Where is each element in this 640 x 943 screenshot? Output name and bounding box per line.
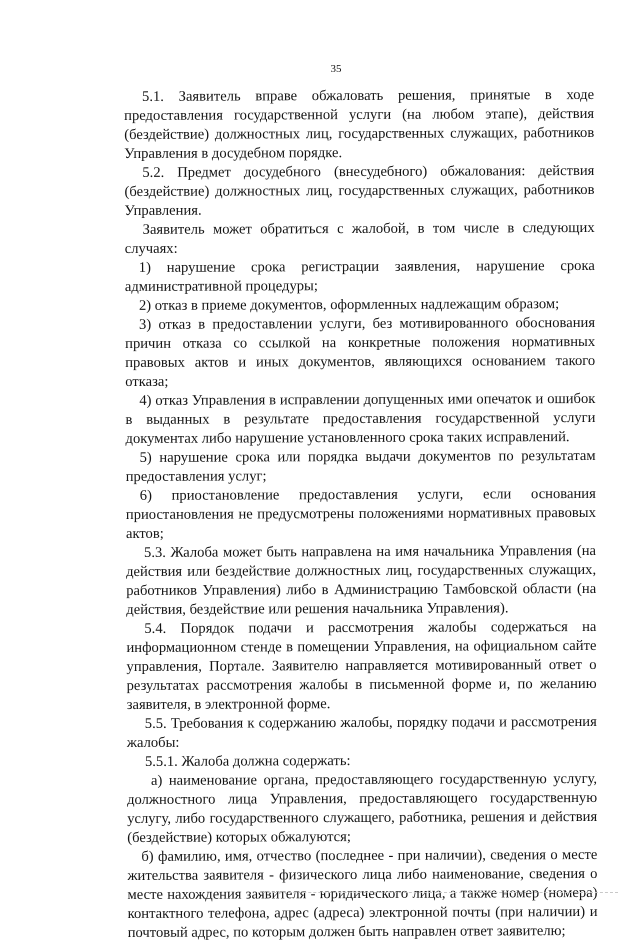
paragraph-5-2: 5.2. Предмет досудебного (внесудебного) обжалования: действия (бездействие) должностных лиц, государственных служащих, работников Управления.: [124, 162, 595, 219]
list-item-5: 5) нарушение срока или порядка выдачи документов по результатам предоставления услуг;: [125, 447, 596, 485]
scan-artifact-line: [258, 892, 618, 893]
list-item-b: б) фамилию, имя, отчество (последнее - при наличии), сведения о месте жительства заявителя - физического лица либо наименование, сведения о месте нахождения заявителя - юридического лица, а также номер (номера) контактного телефона, адрес (адреса) электронной почты (при наличии) и почтовый адрес, по которым должен быть направлен ответ заявителю;: [127, 846, 598, 941]
list-item-1: 1) нарушение срока регистрации заявления, нарушение срока административной процедуры;: [124, 257, 595, 295]
list-item-2: 2) отказ в приеме документов, оформленных надлежащим образом;: [138, 296, 560, 314]
paragraph-cases-intro: Заявитель может обратиться с жалобой, в том числе в следующих случаях:: [124, 219, 595, 257]
paragraph-5-5: 5.5. Требования к содержанию жалобы, порядку подачи и рассмотрения жалобы:: [126, 713, 597, 751]
paragraph-5-3: 5.3. Жалоба может быть направлена на имя начальника Управления (на действия или бездействие должностных лиц, государственных служащих, работников Управления) либо в Администрацию Тамбовской области (на действия, бездействие или решения начальника Управления).: [126, 542, 597, 618]
page-number: 35: [330, 63, 342, 75]
list-item-6: 6) приостановление предоставления услуги, если основания приостановления не предусмотрены положениями нормативных правовых актов;: [125, 485, 596, 542]
paragraph-5-1: 5.1. Заявитель вправе обжаловать решения, принятые в ходе предоставления государственной услуги (на любом этапе), действия (бездействие) должностных лиц, государственных служащих, работников Управления в досудебном порядке.: [124, 86, 595, 162]
document-body: [124, 86, 598, 943]
list-item-a: а) наименование органа, предоставляющего государственную услугу, должностного лица Управления, предоставляющего государственную услугу, либо государственного служащего, работника, решения и действия (бездействие) которых обжалуются;: [127, 770, 598, 846]
paragraph-5-4: 5.4. Порядок подачи и рассмотрения жалобы содержаться на информационном стенде в помещении Управления, на официальном сайте управления, Портале. Заявителю направляется мотивированный ответ о результатах рассмотрения жалобы в письменной форме и, по желанию заявителя, в электронной форме.: [126, 618, 597, 713]
list-item-3: 3) отказ в предоставлении услуги, без мотивированного обоснования причин отказа со ссылкой на конкретные положения нормативных правовых актов и иных документов, являющихся основанием такого отказа;: [125, 314, 596, 390]
paragraph-5-5-1: 5.5.1. Жалоба должна содержать:: [144, 753, 351, 770]
list-item-4: 4) отказ Управления в исправлении допущенных ими опечаток и ошибок в выданных в результате предоставления государственной услуги документах либо нарушение установленного срока таких исправлений.: [125, 390, 596, 447]
